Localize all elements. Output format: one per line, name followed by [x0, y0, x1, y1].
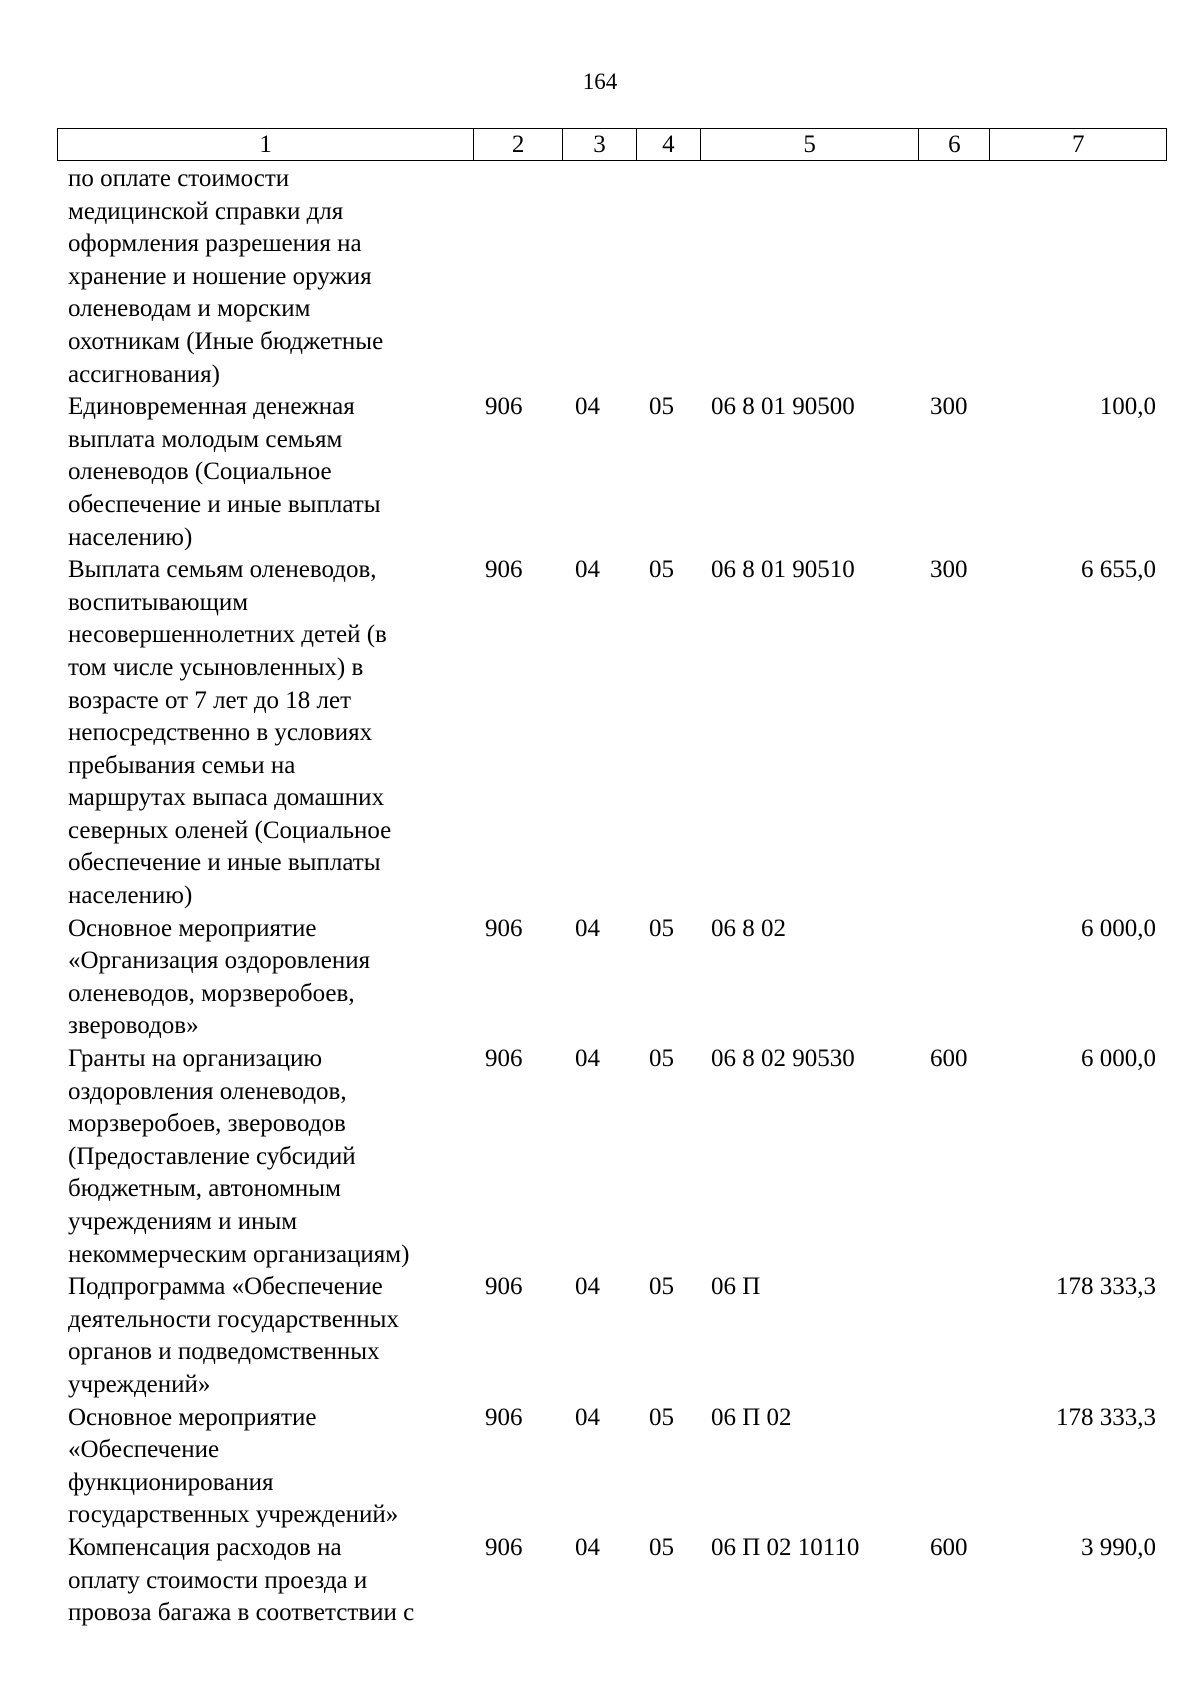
row-admin-code: 906 — [485, 1045, 523, 1073]
row-expense-type — [920, 163, 991, 391]
table-body — [57, 163, 1167, 1630]
header-col-1: 1 — [58, 129, 474, 160]
header-col-2: 2 — [474, 129, 563, 160]
row-admin-code: 906 — [485, 1273, 523, 1301]
row-name-line: бюджетным, автономным — [68, 1175, 341, 1203]
row-name-line: населению) — [68, 882, 193, 910]
row-name-cell — [57, 163, 474, 391]
row-section-code: 04 — [575, 393, 600, 421]
row-name-cell — [57, 913, 474, 1043]
row-target-article: 06 8 01 90500 — [711, 393, 855, 421]
row-name-line: маршрутах выпаса домашних — [68, 784, 385, 812]
header-col-3: 3 — [563, 129, 637, 160]
row-name-cell — [57, 1402, 474, 1532]
row-name-line: том числе усыновленных) в — [68, 653, 364, 681]
row-name-line: хранение и ношение оружия — [68, 262, 372, 290]
row-name-line: ассигнования) — [68, 360, 220, 388]
row-subsection-code — [637, 163, 701, 391]
row-admin-code — [474, 163, 563, 391]
row-name-line: учреждениям и иным — [68, 1208, 298, 1235]
row-subsection-code: 05 — [649, 556, 674, 584]
row-admin-code: 906 — [485, 393, 523, 421]
table-row — [57, 163, 1167, 391]
row-section-code — [563, 163, 637, 391]
header-col-5: 5 — [701, 129, 920, 160]
row-target-article: 06 П 02 — [711, 1403, 792, 1431]
row-name-line: пребывания семьи на — [68, 751, 296, 779]
row-name-line: Подпрограмма «Обеспечение — [68, 1273, 383, 1301]
row-name-line: Компенсация расходов на — [68, 1533, 342, 1561]
row-subsection-code: 05 — [649, 1273, 674, 1301]
row-amount: 3 990,0 — [1081, 1533, 1156, 1561]
row-name-line: функционирования — [68, 1468, 274, 1496]
header-col-4: 4 — [637, 129, 701, 160]
row-name-cell — [57, 1043, 474, 1271]
row-amount: 6 655,0 — [1081, 556, 1156, 584]
row-expense-type: 600 — [930, 1045, 968, 1073]
row-admin-code: 906 — [485, 1533, 523, 1561]
row-target-article: 06 П 02 10110 — [711, 1533, 860, 1561]
table-header — [57, 128, 1167, 161]
row-name-line: населению) — [68, 523, 193, 551]
row-subsection-code: 05 — [649, 914, 674, 942]
row-admin-code: 906 — [485, 556, 523, 584]
header-col-6: 6 — [919, 129, 990, 160]
row-name-line: Основное мероприятие — [68, 914, 317, 942]
row-section-code: 04 — [575, 1045, 600, 1073]
row-name-line: оформления разрешения на — [68, 230, 362, 258]
row-name-line: медицинской справки для — [68, 197, 344, 225]
row-name-line: (Предоставление субсидий — [68, 1142, 356, 1170]
row-amount: 6 000,0 — [1081, 1045, 1156, 1073]
row-section-code: 04 — [575, 914, 600, 942]
row-amount: 178 333,3 — [1056, 1403, 1156, 1431]
row-name-line: возрасте от 7 лет до 18 лет — [68, 686, 352, 714]
row-name-line: несовершеннолетних детей (в — [68, 621, 387, 649]
row-subsection-code: 05 — [649, 1403, 674, 1431]
row-amount: 100,0 — [1099, 393, 1156, 421]
row-subsection-code: 05 — [649, 1045, 674, 1073]
row-name-line: северных оленей (Социальное — [68, 816, 392, 844]
row-name-line: Гранты на организацию — [68, 1045, 323, 1073]
row-amount: 178 333,3 — [1056, 1273, 1156, 1301]
table-row — [57, 1271, 1167, 1401]
table-row — [57, 1043, 1167, 1271]
row-name-line: оленеводам и морским — [68, 295, 311, 323]
row-subsection-code: 05 — [649, 393, 674, 421]
row-name-line: морзверобоев, звероводов — [68, 1110, 346, 1138]
row-name-line: звероводов» — [68, 1012, 199, 1040]
row-name-line: выплата молодым семьям — [68, 425, 343, 453]
row-name-cell — [57, 554, 474, 913]
row-name-cell — [57, 391, 474, 554]
row-amount: 6 000,0 — [1081, 914, 1156, 942]
row-name-line: непосредственно в условиях — [68, 719, 373, 747]
row-name-line: оленеводов, морзверобоев, — [68, 979, 355, 1007]
row-name-line: «Организация оздоровления — [68, 947, 371, 975]
row-name-line: «Обеспечение — [68, 1436, 220, 1464]
row-name-line: Основное мероприятие — [68, 1403, 317, 1431]
row-section-code: 04 — [575, 1403, 600, 1431]
row-name-line: учреждений» — [68, 1370, 211, 1398]
row-target-article: 06 8 02 — [711, 914, 786, 942]
row-expense-type: 300 — [930, 393, 968, 421]
row-name-line: воспитывающим — [68, 588, 249, 616]
row-expense-type: 600 — [930, 1533, 968, 1561]
row-name-line: обеспечение и иные выплаты — [68, 490, 381, 518]
table-row — [57, 554, 1167, 913]
row-target-article: 06 8 02 90530 — [711, 1045, 855, 1073]
row-target-article: 06 8 01 90510 — [711, 556, 855, 584]
row-subsection-code: 05 — [649, 1533, 674, 1561]
row-name-cell — [57, 1271, 474, 1401]
row-section-code: 04 — [575, 1533, 600, 1561]
row-name-line: государственных учреждений» — [68, 1501, 399, 1529]
row-target-article: 06 П — [711, 1273, 761, 1301]
row-name-line: провоза багажа в соответствии с — [68, 1599, 415, 1627]
row-name-line: Единовременная денежная — [68, 393, 355, 421]
row-name-line: оленеводов (Социальное — [68, 458, 332, 486]
row-section-code: 04 — [575, 1273, 600, 1301]
row-name-cell — [57, 1532, 474, 1630]
row-expense-type — [920, 1271, 991, 1401]
row-name-line: Выплата семьям оленеводов, — [68, 556, 377, 584]
table-row — [57, 1532, 1167, 1630]
row-admin-code: 906 — [485, 914, 523, 942]
row-name-line: по оплате стоимости — [68, 165, 290, 192]
row-name-line: некоммерческим организациям) — [68, 1240, 410, 1268]
row-target-article — [701, 163, 920, 391]
row-expense-type — [920, 913, 991, 1043]
table-row — [57, 1402, 1167, 1532]
row-amount — [991, 163, 1167, 391]
row-name-line: оздоровления оленеводов, — [68, 1077, 347, 1105]
row-name-line: обеспечение и иные выплаты — [68, 849, 381, 877]
table-row — [57, 913, 1167, 1043]
header-col-7: 7 — [1071, 131, 1085, 158]
row-admin-code: 906 — [485, 1403, 523, 1431]
row-expense-type: 300 — [930, 556, 968, 584]
row-name-line: деятельности государственных — [68, 1305, 399, 1333]
row-name-line: органов и подведомственных — [68, 1338, 380, 1366]
page-number: 164 — [582, 69, 618, 94]
row-name-line: охотникам (Иные бюджетные — [68, 327, 384, 355]
row-expense-type — [920, 1402, 991, 1532]
row-section-code: 04 — [575, 556, 600, 584]
row-name-line: оплату стоимости проезда и — [68, 1566, 368, 1594]
table-row — [57, 391, 1167, 554]
